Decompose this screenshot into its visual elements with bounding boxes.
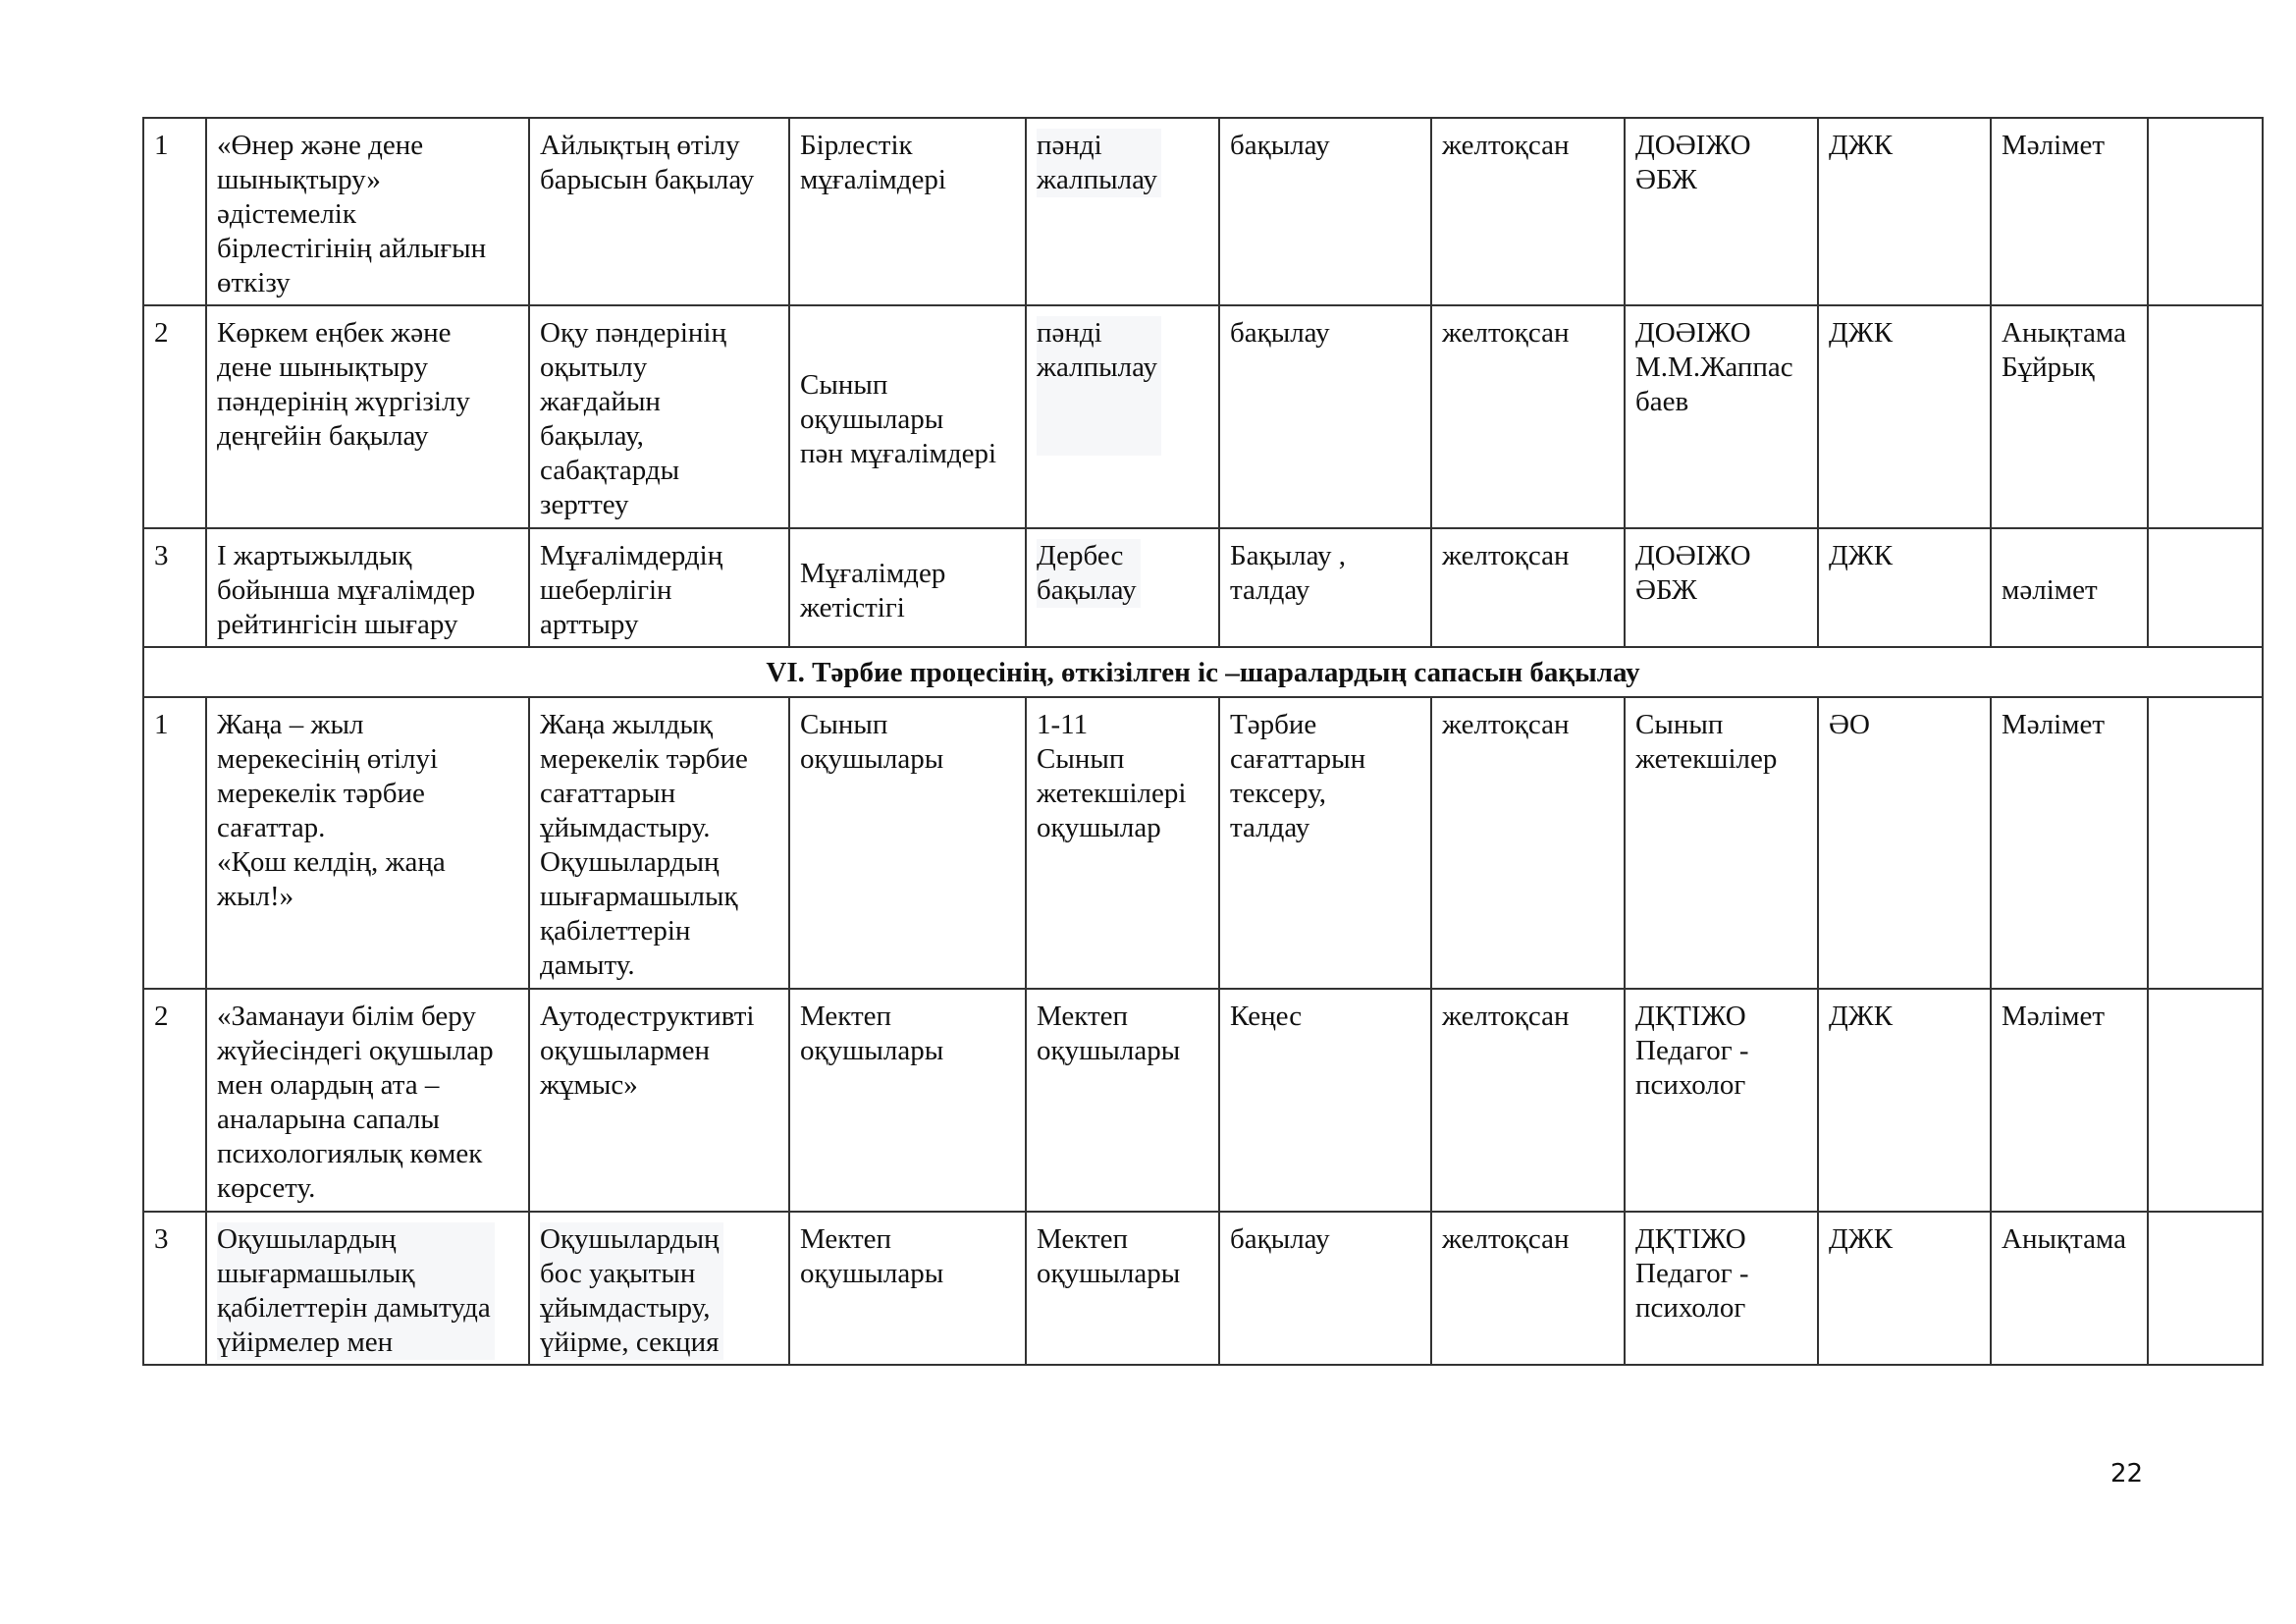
cell-result: Мәлімет bbox=[1991, 989, 2148, 1212]
cell-responsible: ДОӘІЖО ӘБЖ bbox=[1625, 118, 1818, 305]
cell-responsible: Сынып жетекшілер bbox=[1625, 697, 1818, 989]
cell-result: мәлімет bbox=[1991, 528, 2148, 647]
cell-where-heard: ДЖК bbox=[1818, 305, 1991, 528]
cell-method: Бақылау , талдау bbox=[1219, 528, 1431, 647]
cell-goal: Аутодеструктивті оқушылармен жұмыс» bbox=[529, 989, 789, 1212]
cell-object: Бірлестік мұғалімдері bbox=[789, 118, 1026, 305]
cell-goal: Айлықтың өтілу барысын бақылау bbox=[529, 118, 789, 305]
cell-form bbox=[1026, 305, 1219, 528]
cell-where-heard: ДЖК bbox=[1818, 1212, 1991, 1365]
cell-method: бақылау bbox=[1219, 118, 1431, 305]
cell-note bbox=[2148, 989, 2263, 1212]
cell-form bbox=[1026, 118, 1219, 305]
row-number: 3 bbox=[143, 1212, 206, 1365]
cell-where-heard: ӘО bbox=[1818, 697, 1991, 989]
highlighted-text: пәнді жалпылау bbox=[1037, 316, 1161, 456]
cell-topic: Жаңа – жыл мерекесінің өтілуі мерекелік тәрбие сағаттар. «Қош келдің, жаңа жыл!» bbox=[206, 697, 529, 989]
cell-responsible: ДҚТІЖО Педагог - психолог bbox=[1625, 1212, 1818, 1365]
cell-method: бақылау bbox=[1219, 305, 1431, 528]
table-row bbox=[143, 1212, 2263, 1365]
control-plan-table bbox=[142, 117, 2264, 1366]
cell-method: бақылау bbox=[1219, 1212, 1431, 1365]
table-row bbox=[143, 697, 2263, 989]
cell-result: Мәлімет bbox=[1991, 118, 2148, 305]
section-heading: VI. Тәрбие процесінің, өткізілген іс –шаралардың сапасын бақылау bbox=[143, 647, 2263, 697]
cell-responsible: ДҚТІЖО Педагог - психолог bbox=[1625, 989, 1818, 1212]
cell-method: Кеңес bbox=[1219, 989, 1431, 1212]
cell-object: Сынып оқушылары пән мұғалімдері bbox=[789, 305, 1026, 528]
highlighted-text: Дербес бақылау bbox=[1037, 539, 1141, 608]
cell-date: желтоқсан bbox=[1431, 118, 1625, 305]
cell-topic bbox=[206, 1212, 529, 1365]
cell-form bbox=[1026, 528, 1219, 647]
cell-note bbox=[2148, 697, 2263, 989]
cell-object: Мектеп оқушылары bbox=[789, 989, 1026, 1212]
cell-note bbox=[2148, 305, 2263, 528]
cell-date: желтоқсан bbox=[1431, 1212, 1625, 1365]
cell-method: Тәрбие сағаттарын тексеру, талдау bbox=[1219, 697, 1431, 989]
section-heading-row bbox=[143, 647, 2263, 697]
cell-note bbox=[2148, 1212, 2263, 1365]
table-row bbox=[143, 528, 2263, 647]
cell-topic: «Заманауи білім беру жүйесіндегі оқушылар мен олардың ата – аналарына сапалы психологиялық көмек көрсету. bbox=[206, 989, 529, 1212]
row-number: 1 bbox=[143, 118, 206, 305]
table-row bbox=[143, 305, 2263, 528]
cell-topic: І жартыжылдық бойынша мұғалімдер рейтингісін шығару bbox=[206, 528, 529, 647]
cell-form: Мектеп оқушылары bbox=[1026, 1212, 1219, 1365]
cell-date: желтоқсан bbox=[1431, 305, 1625, 528]
cell-result: Анықтама Бұйрық bbox=[1991, 305, 2148, 528]
page-number: 22 bbox=[2110, 1459, 2144, 1489]
cell-topic: «Өнер және дене шынықтыру» әдістемелік бірлестігінің айлығын өткізу bbox=[206, 118, 529, 305]
cell-topic: Көркем еңбек және дене шынықтыру пәндерінің жүргізілу деңгейін бақылау bbox=[206, 305, 529, 528]
cell-goal bbox=[529, 1212, 789, 1365]
cell-form: Мектеп оқушылары bbox=[1026, 989, 1219, 1212]
row-number: 2 bbox=[143, 989, 206, 1212]
cell-goal: Жаңа жылдық мерекелік тәрбие сағаттарын ұйымдастыру. Оқушылардың шығармашылық қабілеттерін дамыту. bbox=[529, 697, 789, 989]
cell-goal: Оқу пәндерінің оқытылу жағдайын бақылау, сабақтарды зерттеу bbox=[529, 305, 789, 528]
highlighted-text: Оқушылардың шығармашылық қабілеттерін дамытуда үйірмелер мен bbox=[217, 1222, 495, 1360]
highlighted-text: Оқушылардың бос уақытын ұйымдастыру, үйірме, секция bbox=[540, 1222, 723, 1360]
cell-date: желтоқсан bbox=[1431, 989, 1625, 1212]
cell-note bbox=[2148, 528, 2263, 647]
cell-result: Анықтама bbox=[1991, 1212, 2148, 1365]
cell-result: Мәлімет bbox=[1991, 697, 2148, 989]
cell-where-heard: ДЖК bbox=[1818, 989, 1991, 1212]
highlighted-text: пәнді жалпылау bbox=[1037, 129, 1161, 197]
table-row bbox=[143, 989, 2263, 1212]
cell-where-heard: ДЖК bbox=[1818, 118, 1991, 305]
row-number: 3 bbox=[143, 528, 206, 647]
cell-responsible: ДОӘІЖО М.М.Жаппас баев bbox=[1625, 305, 1818, 528]
row-number: 1 bbox=[143, 697, 206, 989]
cell-goal: Мұғалімдердің шеберлігін арттыру bbox=[529, 528, 789, 647]
cell-object: Мұғалімдер жетістігі bbox=[789, 528, 1026, 647]
cell-date: желтоқсан bbox=[1431, 697, 1625, 989]
table-row bbox=[143, 118, 2263, 305]
cell-object: Сынып оқушылары bbox=[789, 697, 1026, 989]
row-number: 2 bbox=[143, 305, 206, 528]
cell-note bbox=[2148, 118, 2263, 305]
cell-responsible: ДОӘІЖО ӘБЖ bbox=[1625, 528, 1818, 647]
cell-form: 1-11 Сынып жетекшілері оқушылар bbox=[1026, 697, 1219, 989]
cell-date: желтоқсан bbox=[1431, 528, 1625, 647]
cell-where-heard: ДЖК bbox=[1818, 528, 1991, 647]
cell-object: Мектеп оқушылары bbox=[789, 1212, 1026, 1365]
